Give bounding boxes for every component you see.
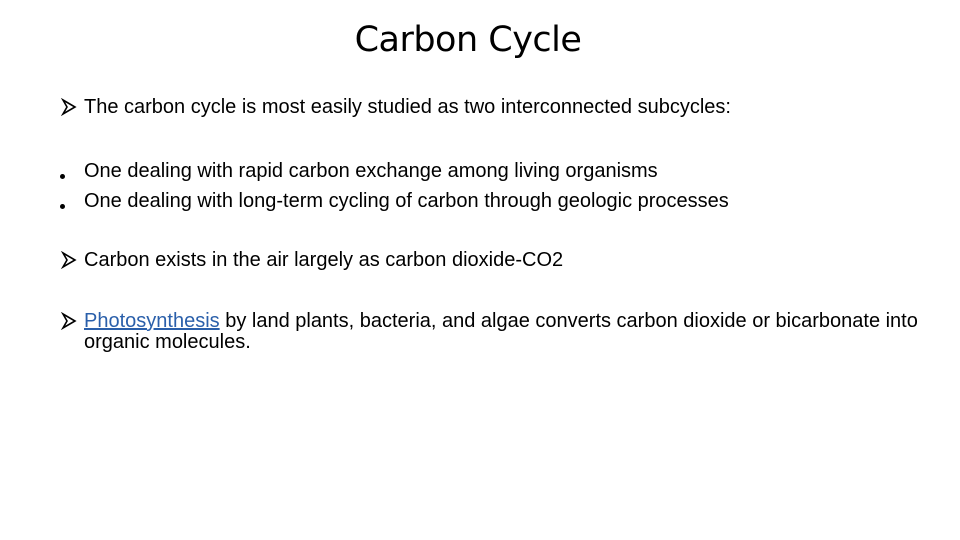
page-title: Carbon Cycle bbox=[354, 20, 582, 60]
list-item bbox=[60, 156, 940, 186]
photosynthesis-text: by land plants, bacteria, and algae converts carbon dioxide or bicarbonate into organic molecules. bbox=[84, 310, 918, 353]
arrow-bullet-icon bbox=[60, 98, 78, 116]
photosynthesis-link[interactable]: Photosynthesis bbox=[84, 310, 220, 332]
dot-bullet-icon bbox=[60, 204, 65, 209]
sub-item-text: One dealing with rapid carbon exchange among living organisms bbox=[84, 160, 658, 182]
bullet-air-text: Carbon exists in the air largely as carbon dioxide-CO2 bbox=[84, 249, 564, 271]
bullet-intro-text: The carbon cycle is most easily studied as two interconnected subcycles: bbox=[84, 96, 731, 118]
list-item bbox=[60, 186, 940, 216]
dot-bullet-icon bbox=[60, 174, 65, 179]
bullet-intro bbox=[60, 97, 940, 118]
arrow-bullet-icon bbox=[60, 251, 78, 269]
sub-list bbox=[60, 156, 940, 216]
sub-item-text: One dealing with long-term cycling of carbon through geologic processes bbox=[84, 190, 729, 212]
bullet-photosynthesis bbox=[60, 311, 940, 353]
arrow-bullet-icon bbox=[60, 312, 78, 330]
bullet-air bbox=[60, 250, 940, 271]
